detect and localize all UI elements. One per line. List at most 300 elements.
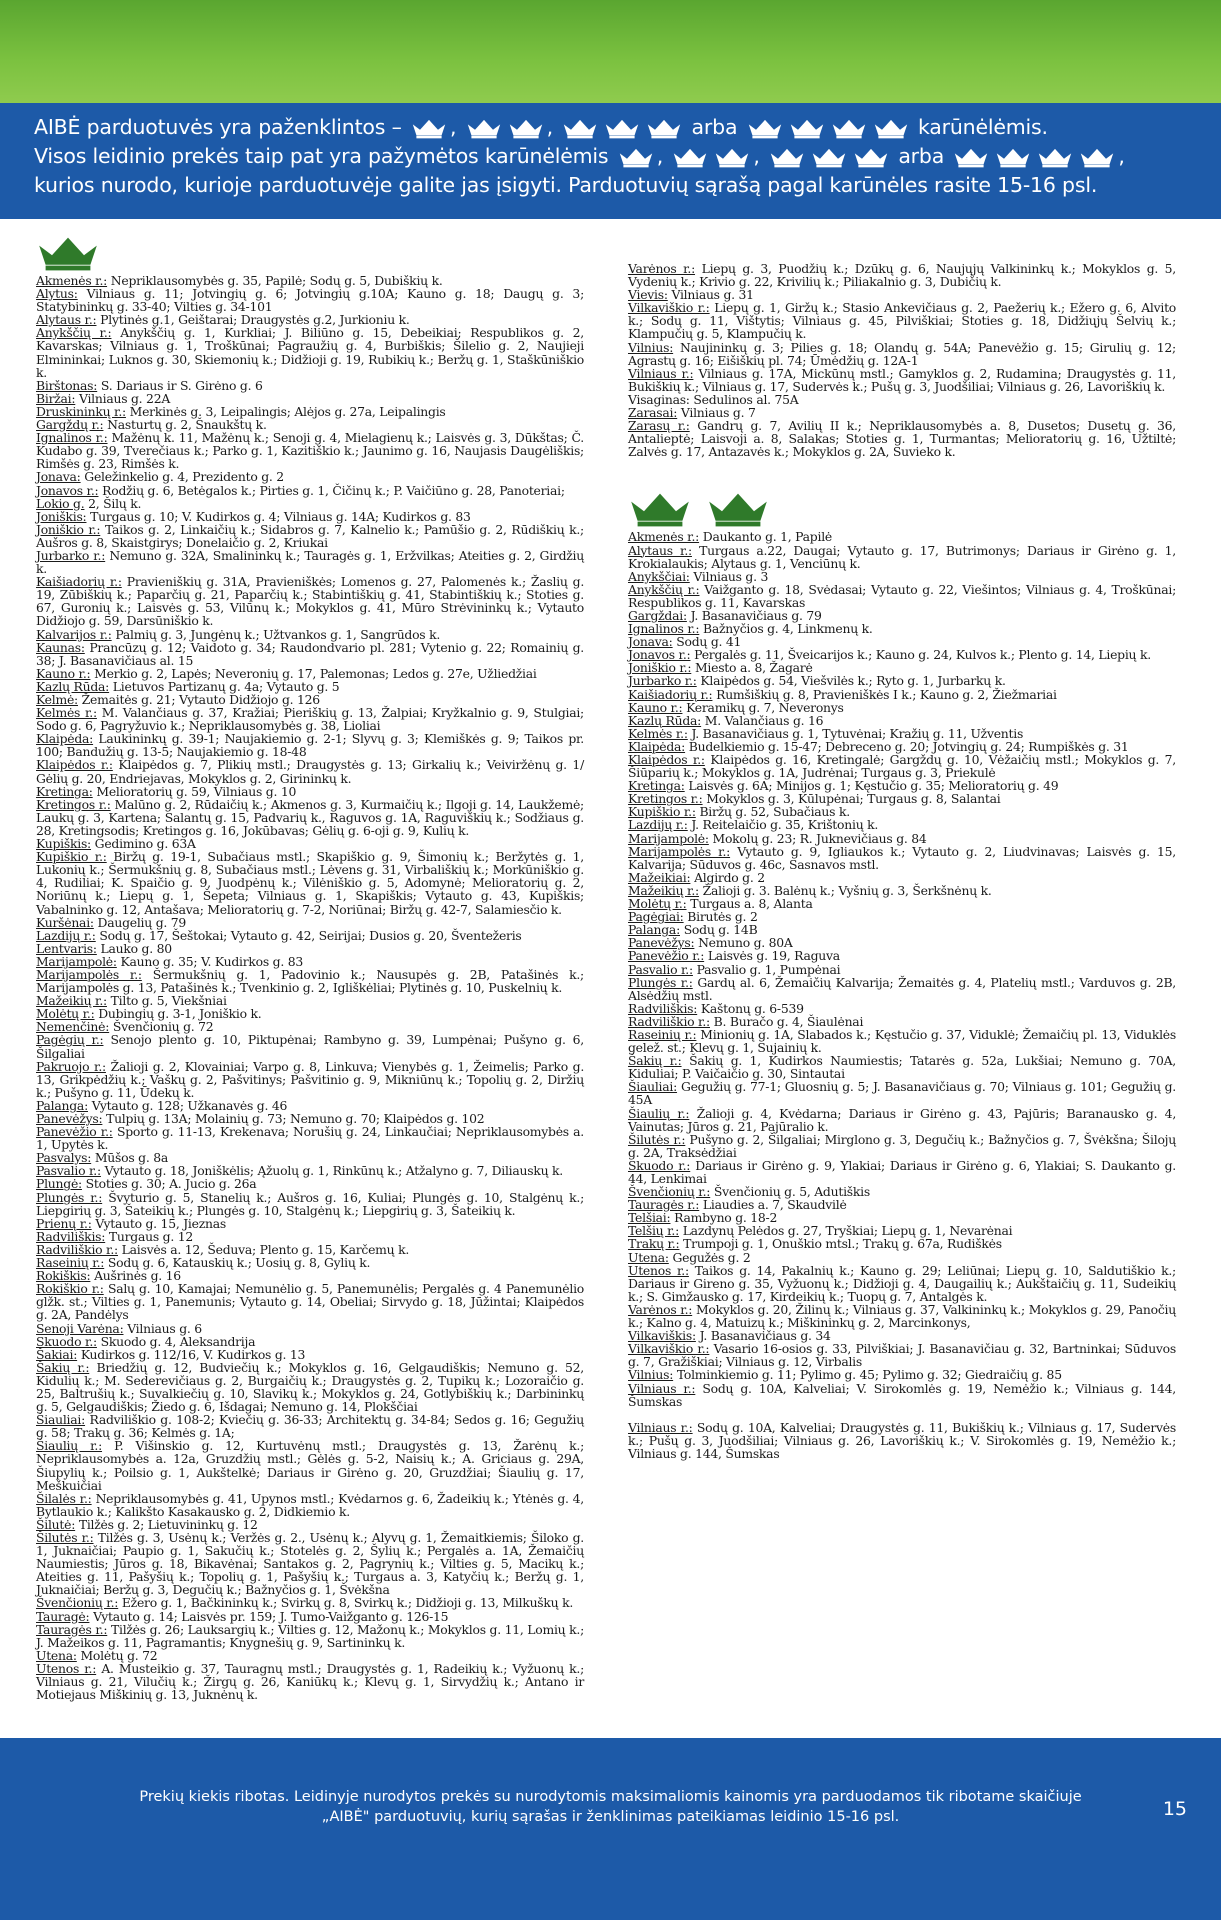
- address-text: Gardų al. 6, Žemaičių Kalvarija; Žemaitės g. 4, Platelių mstl.; Varduvos g. 2B, Alsėdžių mstl.: [628, 974, 1177, 1003]
- list-item: [36, 758, 584, 784]
- header-text: ,: [656, 144, 670, 168]
- crown-group-3: [766, 146, 892, 168]
- location-name: Joniškio r.:: [36, 521, 101, 537]
- address-text: Vasario 16-osios g. 33, Pilviškiai; J. Basanavičiau g. 32, Bartninkai; Sūduvos g. 7, Gražiškiai; Vilniaus g. 12, Virbalis: [628, 1341, 1176, 1370]
- location-name: Utena:: [36, 1647, 77, 1663]
- address-text: Mažėnų k. 11, Mažėnų k.; Senoji g. 4, Mielagienų k.; Laisvės g. 3, Dūkštas; Č. Kudabo g. 39, Tverečiaus k.; Parko g. 1, Kazitiškio k.; Jaunimo g. 16, Naujasis Daugėliškis; Rimšės g. 23, Rimšės k.: [36, 430, 584, 472]
- address-text: Prancūzų g. 12; Vaidoto g. 34; Raudondvario pl. 281; Vytenio g. 22; Romainių g. 38; J. Basanavičiaus al. 15: [36, 639, 584, 668]
- address-text: Ežero g. 1, Bačkininkų k.; Svirkų g. 8, Svirkų k.; Didžioji g. 13, Milkuškų k.: [118, 1595, 574, 1611]
- location-name: Pagėgiai:: [628, 909, 684, 925]
- address-text: Taikos g. 2, Linkaičių k.; Sidabros g. 7, Kalnelio k.; Pamūšio g. 2, Rūdiškių k.; Aušros g. 8, Skaistgirys; Donelaičio g. 2, Kriukai: [36, 521, 584, 550]
- address-text: Daukanto g. 1, Papilė: [699, 529, 832, 545]
- list-item: [36, 1125, 584, 1151]
- address-text: Tolminkiemio g. 11; Pylimo g. 45; Pylimo g. 32; Giedraičių g. 85: [673, 1367, 1062, 1383]
- location-name: Molėtų r.:: [36, 1006, 95, 1022]
- address-text: Sodų g. 14B: [680, 922, 758, 938]
- page-number: 15: [1162, 1798, 1187, 1820]
- location-name: Šakių r.:: [628, 1053, 682, 1069]
- list-item: [36, 575, 584, 627]
- crown-icon: [714, 146, 750, 168]
- list-item: [628, 753, 1176, 779]
- location-name: Utenos r.:: [628, 1262, 689, 1278]
- crown-icon: [618, 146, 654, 168]
- location-name: Radviliškis:: [628, 1000, 698, 1016]
- list-item: [36, 641, 584, 667]
- location-name: Vilkaviškio r.:: [628, 300, 710, 316]
- crown-icon: [995, 146, 1031, 168]
- crown-group-2: [669, 146, 753, 168]
- location-name: Lazdijų r.:: [36, 927, 96, 943]
- location-name: Tauragės r.:: [628, 1197, 700, 1213]
- list-item: [628, 583, 1176, 609]
- address-text: Kauno g. 35; V. Kudirkos g. 83: [116, 953, 303, 969]
- location-name: Birštonas:: [36, 377, 98, 393]
- location-name: Akmenės r.:: [36, 273, 108, 288]
- two-crown-entries: [628, 530, 1176, 1460]
- location-name: Utenos r.:: [36, 1660, 97, 1676]
- list-item: [36, 1191, 584, 1217]
- location-name: Senoji Varėna:: [36, 1320, 124, 1336]
- location-name: Tauragė:: [36, 1608, 90, 1624]
- address-text: Žalioji g. 2, Klovainiai; Varpo g. 8, Linkuva; Vienybės g. 1, Žeimelis; Parko g. 13, Grikpėdžių k.; Vaškų g. 2, Pašvitinys; Pašvitinio g. 9, Mikniūnų k.; Topolių g. 2, Diržių k.; Pušyno g. 11, Ūdekų k.: [36, 1058, 585, 1100]
- address-text: Malūno g. 2, Rūdaičių k.; Akmenos g. 3, Kurmaičių k.; Ilgoji g. 14, Laukžemė; Laukų g. 3, Kartena; Salantų g. 15, Padvarių k., Raguvos g. 1A, Raguviškių k.; Sodžiaus g. 28, Kretingsodis; Kretingos g. 16, Jokūbavas; Gėlių g. 6-oji g. 9, Kulių k.: [36, 796, 584, 838]
- address-text: Trumpoji g. 1, Onuškio mtsl.; Trakų g. 67a, Rudiškės: [679, 1236, 1002, 1252]
- list-item: [628, 1054, 1176, 1080]
- address-text: Turgaus a. 8, Alanta: [686, 896, 813, 912]
- location-name: Plungės r.:: [628, 974, 693, 990]
- list-item: [36, 1361, 584, 1413]
- location-name: Kazlų Rūda:: [628, 712, 702, 728]
- crown-icon: [789, 117, 825, 139]
- two-crown-heading: [628, 488, 1176, 528]
- location-name: Lokio g.: [36, 495, 85, 511]
- location-name: Kupiškio r.:: [628, 804, 696, 820]
- crown-icon: [953, 146, 989, 168]
- location-name: Kaunas:: [36, 639, 85, 655]
- location-name: Jonava:: [628, 634, 673, 650]
- address-text: Visaginas: Sedulinos al. 75A: [628, 391, 799, 407]
- location-name: Kuršėnai:: [36, 914, 94, 930]
- address-text: Klaipėdos g. 54, Viešvilės k.; Ryto g. 1, Jurbarkų k.: [696, 673, 1006, 689]
- list-item: [628, 1264, 1176, 1303]
- address-text: Sodų g. 10A, Kalveliai; Draugystės g. 11, Bukiškių k.; Vilniaus g. 17, Sudervės k.; Pušų g. 3, Juodšiliai; Vilniaus g. 26, Lavoriškių k.; V. Sirokomlės g. 19, Nemėžio k.; Vilniaus g. 144, Šumskas: [628, 1419, 1176, 1461]
- two-crown-store-list: [628, 488, 1176, 1460]
- header-text: kurios nurodo, kurioje parduotuvėje galite jas įsigyti. Parduotuvių sąrašą pagal karūnėles rasite 15-16 psl.: [34, 173, 1098, 197]
- list-item: [628, 1382, 1176, 1408]
- list-item: [628, 367, 1176, 393]
- address-text: Vytauto g. 9, Igliaukos k.; Vytauto g. 2, Liudvinavas; Laisvės g. 15, Kalvarija; Sūduvos g. 46c, Sasnavos mstl.: [628, 843, 1176, 872]
- crown-icon: [953, 146, 989, 168]
- address-text: 2, Šilų k.: [84, 495, 142, 511]
- address-text: Turgaus a.22, Daugai; Vytauto g. 17, Butrimonys; Dariaus ir Girėno g. 1, Krokialaukis; Alytaus g. 1, Venciūnų k.: [628, 542, 1176, 571]
- location-name: Druskininkų r.:: [36, 403, 126, 419]
- location-name: Prienų r.:: [36, 1215, 92, 1231]
- address-text: Minionių g. 1A, Slabados k.; Kęstučio g. 37, Viduklė; Žemaičių pl. 13, Viduklės gelež. st.; Klevų g. 1, Sujainių k.: [628, 1026, 1176, 1056]
- list-item: [36, 287, 584, 313]
- location-name: Vilnius:: [628, 1367, 674, 1383]
- address-text: Švyturio g. 5, Stanelių k.; Aušros g. 16, Kuliai; Plungės g. 10, Stalgėnų k.; Liepgirių g. 3, Šateikių k.; Plungės g. 10, Stalgėnų k.; Liepgirių g. 3, Šateikių k.: [36, 1189, 584, 1218]
- location-name: Jurbarko r.:: [36, 547, 106, 563]
- address-text: Anykščių g. 1, Kurkliai; J. Biliūno g. 15, Debeikiai; Respublikos g. 2, Kavarskas; Vilniaus g. 1, Troškūnai; Pagraužių g. 4, Burbiškis; Šilelio g. 2, Naujieji Elmininkai; Luknos g. 30, Skiemonių k.; Didžioji g. 19, Rubikių k.; Beržų g. 1, Staškūniškio k.: [36, 325, 584, 380]
- location-name: Skuodo r.:: [36, 1333, 97, 1349]
- address-text: Vytauto g. 15, Jieznas: [91, 1215, 226, 1231]
- location-name: Gargždai:: [628, 607, 687, 623]
- crown-icon: [747, 117, 783, 139]
- list-item: [628, 1107, 1176, 1133]
- address-text: Gegužės g. 2: [668, 1249, 751, 1265]
- crown-icon: [562, 117, 598, 139]
- location-name: Marijampolė:: [36, 953, 117, 969]
- crown-icon: [769, 146, 805, 168]
- address-text: Pravieniškių g. 31A, Pravieniškės; Lomenos g. 27, Palomenės k.; Žaslių g. 19, Zūbiškių k.; Paparčių g. 21, Paparčių k.; Stabintiškių g. 41, Stabintiškių k.; Stoties g. 67, Guronių k.; Laisvės g. 53, Vilūnų k.; Mokyklos g. 41, Mūro Strėvininkų k.; Vytauto Didžiojo g. 59, Darsūniškio k.: [36, 574, 585, 629]
- location-name: Lentvaris:: [36, 940, 97, 956]
- list-item: [36, 968, 584, 994]
- one-crown-entries-continued: [628, 262, 1176, 458]
- address-text: Mokyklos g. 3, Kūlupėnai; Turgaus g. 8, Salantai: [702, 791, 1001, 807]
- location-name: Alytus:: [36, 286, 78, 302]
- address-text: Sodų g. 41: [672, 634, 742, 650]
- address-text: Vilniaus g. 31: [667, 287, 754, 303]
- list-item: [36, 1282, 584, 1321]
- address-text: Laisvės a. 12, Šeduva; Plento g. 15, Karčemų k.: [117, 1241, 410, 1257]
- location-name: Jonava:: [36, 469, 81, 485]
- address-text: Naujininkų g. 3; Pilies g. 18; Olandų g. 54A; Panevėžio g. 15; Girulių g. 12; Agrastų g. 16; Eišiškių pl. 74; Ūmėdžių g. 12A-1: [628, 339, 1176, 368]
- address-text: Gandrų g. 7, Avilių II k.; Nepriklausomybės a. 8, Dusetos; Dusetų g. 36, Antalieptė; Laisvoji a. 8, Salakas; Stoties g. 1, Turmantas; Melioratorių g. 16, Užtiltė; Zalvės g. 17, Antazavės k.; Mokyklos g. 2A, Suvieko k.: [628, 418, 1176, 460]
- location-name: Palanga:: [36, 1097, 88, 1113]
- address-text: Kudirkos g. 112/16, V. Kudirkos g. 13: [77, 1346, 306, 1362]
- location-name: Marijampolė:: [628, 830, 709, 846]
- address-text: Vilniaus g. 22A: [75, 390, 171, 406]
- location-name: Šakiai:: [36, 1346, 78, 1362]
- location-name: Skuodo r.:: [628, 1157, 691, 1173]
- address-text: Tilžės g. 26; Lauksargių k.; Vilties g. 12, Mažonų k.; Mokyklos g. 11, Lomių k.; J. Mažeikos g. 11, Pagramantis; Knygnešių g. 9, Sartininkų k.: [36, 1621, 584, 1650]
- address-text: S. Dariaus ir S. Girėno g. 6: [97, 377, 263, 393]
- address-text: Gegužių g. 77-1; Gluosnių g. 5; J. Basanavičiaus g. 70; Vilniaus g. 101; Gegužių g. 45A: [628, 1079, 1176, 1108]
- list-item: [36, 1033, 584, 1059]
- crown-icon: [411, 117, 447, 139]
- location-name: Telšių r.:: [628, 1223, 680, 1239]
- address-text: Sodų g. 6, Katauskių k.; Uosių g. 8, Gylių k.: [104, 1255, 371, 1271]
- crown-group-1: [615, 146, 657, 168]
- list-item: [628, 1342, 1176, 1368]
- location-name: Rokiškis:: [36, 1268, 91, 1284]
- location-name: Panevėžys:: [36, 1111, 103, 1126]
- location-name: Ignalinos r.:: [36, 430, 108, 446]
- header-text: ,: [546, 115, 560, 139]
- crown-icon: [411, 117, 447, 139]
- location-name: Kretingos r.:: [628, 791, 703, 807]
- crown-icon: [873, 117, 909, 139]
- header-text: ,: [753, 144, 766, 168]
- location-name: Anykščių r.:: [628, 581, 700, 597]
- crown-icon: [811, 146, 847, 168]
- header-text: ,: [449, 115, 463, 139]
- address-text: Aušrinės g. 16: [90, 1268, 181, 1284]
- address-text: M. Valančiaus g. 37, Kražiai; Pieriškių g. 13, Žalpiai; Kryžkalnio g. 9, Stulgiai; Sodo g. 6, Pagryžuvio k.; Nepriklausomybės g. 38, Lioliai: [36, 705, 584, 734]
- address-text: Keramikų g. 7, Neveronys: [682, 699, 844, 715]
- location-name: Rokiškio r.:: [36, 1281, 104, 1297]
- crown-icon: [646, 117, 682, 139]
- location-name: Tauragės r.:: [36, 1621, 108, 1637]
- location-name: Šakių r.:: [36, 1359, 90, 1375]
- address-text: Vilniaus g. 6: [123, 1320, 202, 1336]
- crown-group-2: [463, 117, 547, 139]
- location-name: Klaipėdos r.:: [36, 757, 113, 773]
- address-text: Vilniaus g. 11; Jotvingių g. 6; Jotvingių g.10A; Kauno g. 18; Daugų g. 3; Statybininkų g. 33-40; Vilties g. 34-101: [36, 286, 584, 315]
- location-name: Pasvalio r.:: [36, 1163, 101, 1179]
- crown-icon: [706, 488, 770, 528]
- address-text: Geležinkelio g. 4, Prezidento g. 2: [80, 469, 284, 485]
- list-item: [628, 301, 1176, 340]
- address-text: Miesto a. 8, Žagarė: [691, 660, 813, 676]
- location-name: Alytaus r.:: [36, 312, 97, 328]
- location-name: Trakų r.:: [628, 1236, 680, 1252]
- crown-icon: [831, 117, 867, 139]
- location-name: Jonavos r.:: [36, 482, 99, 498]
- address-text: Vilniaus g. 17A, Mickūnų mstl.; Gamyklos g. 2, Rudamina; Draugystės g. 11, Bukiškių k.; Vilniaus g. 17, Sudervės k.; Pušų g. 3, Juodšiliai; Vilniaus g. 26, Lavoriškių k.: [628, 365, 1176, 394]
- crown-group-4: [744, 117, 912, 139]
- location-name: Kaišiadorių r.:: [628, 686, 713, 702]
- location-name: Pasvalio r.:: [628, 961, 693, 977]
- address-text: Sodų g. 10A, Kalveliai; V. Sirokomlės g. 19, Nemėžio k.; Vilniaus g. 144, Šumskas: [628, 1380, 1176, 1409]
- header-text: arba: [685, 115, 744, 139]
- location-name: Klaipėda:: [36, 731, 94, 747]
- location-name: Marijampolės r.:: [628, 843, 731, 859]
- address-text: Plytinės g.1, Geištarai; Draugystės g.2, Jurkioniu k.: [96, 312, 410, 328]
- address-text: Molėtų g. 72: [76, 1647, 158, 1663]
- address-text: Biržų g. 19-1, Subačiaus mstl.; Skapiškio g. 9, Šimonių k.; Beržytės g. 1, Lukonių k.; Šermukšnių g. 8, Subačiaus mstl.; Lėvens g. 31, Virbališkių k.; Morkūniškio g. 4, Rudiliai; K. Spaičio g. 9, Juodpėnų k.; Vilėniškio g. 5, Adomynė; Melioratorių g. 2, Noriūnų k.; Liepų g. 1, Šepeta; Vilniaus g. 1, Skapiškis; Vytauto g. 43, Kupiškis; Vabalninko g. 12, Antašava; Melioratorių g. 7-2, Noriūnai; Biržų g. 42-7, Salamiesčio k.: [36, 849, 584, 917]
- header-line-2: [34, 142, 1187, 171]
- location-name: Švenčionių r.:: [36, 1595, 119, 1611]
- list-item: [36, 1531, 584, 1596]
- location-name: Klaipėda:: [628, 738, 686, 754]
- location-name: Pagėgių r.:: [36, 1032, 104, 1048]
- address-text: Salų g. 10, Kamajai; Nemunėlio g. 5, Panemunėlis; Pergalės g. 4 Panemunėlio glžk. st.; Vilties g. 1, Panemunis; Vytauto g. 14, Obeliai; Sirvydo g. 18, Jūžintai; Klaipėdos g. 2A, Pandėlys: [36, 1281, 584, 1323]
- address-text: Stoties g. 30; A. Jucio g. 26a: [81, 1176, 257, 1192]
- location-name: Kretinga:: [36, 783, 93, 799]
- location-name: Kauno r.:: [628, 699, 683, 715]
- address-text: Nemuno g. 80A: [694, 935, 793, 951]
- address-text: Klaipėdos g. 16, Kretingalė; Gargždų g. 10, Vėžaičių mstl.; Mokyklos g. 7, Šiūparių k.; Mokyklos g. 1A, Judrėnai; Turgaus g. 3, Priekulė: [628, 752, 1176, 781]
- address-text: Tilžės g. 3, Usėnų k.; Veržės g. 2., Usėnų k.; Alyvų g. 1, Žemaitkiemis; Šiloko g. 1, Juknaičiai; Paupio g. 1, Sakučių k.; Stotelės g. 2, Šylių k.; Pergalės a. 1A, Žemaičių Naumiestis; Jūros g. 18, Bikavėnai; Santakos g. 2, Pagrynių k.; Vilties g. 5, Macikų k.; Ateities g. 11, Pašyšių k.; Topolių g. 1, Pašyšių k.; Turgaus a. 3, Katyčių k.; Beržų g. 1, Juknaičiai; Beržų g. 3, Degučių k.; Bažnyčios g. 1, Švėkšna: [36, 1530, 584, 1598]
- crown-icon: [672, 146, 708, 168]
- address-text: Sporto g. 11-13, Krekenava; Norušių g. 24, Linkaučiai; Nepriklausomybės a. 1, Upytės k.: [36, 1124, 584, 1153]
- list-item: [628, 419, 1176, 458]
- address-text: Mokyklos g. 20, Žilinų k.; Vilniaus g. 37, Valkininkų k.; Mokyklos g. 29, Panočių k.; Kalno g. 4, Matuizų k.; Miškininkų g. 2, Marcinkonys,: [628, 1301, 1176, 1331]
- address-text: Budelkiemio g. 15-47; Debreceno g. 20; Jotvingių g. 24; Rumpiškės g. 31: [685, 738, 1129, 754]
- list-item: [628, 976, 1176, 1002]
- address-text: Vytauto g. 18, Joniškėlis; Ąžuolų g. 1, Rinkūnų k.; Atžalyno g. 7, Diliauskų k.: [100, 1163, 563, 1179]
- address-text: Pasvalio g. 1, Pumpėnai: [692, 961, 841, 977]
- address-text: Merkinės g. 3, Leipalingis; Alėjos g. 27a, Leipalingis: [125, 403, 446, 419]
- location-name: Kazlų Rūda:: [36, 678, 110, 694]
- location-name: Mažeikių r.:: [628, 882, 699, 898]
- location-name: Joniškis:: [36, 508, 87, 524]
- list-item: [628, 1303, 1176, 1329]
- location-name: Vilniaus r.:: [628, 1380, 696, 1396]
- location-name: Zarasai:: [628, 405, 678, 421]
- location-name: Anykščių r.:: [36, 325, 112, 341]
- address-text: Lietuvos Partizanų g. 4a; Vytauto g. 5: [109, 678, 340, 694]
- address-text: Skuodo g. 4, Aleksandrija: [96, 1333, 256, 1349]
- address-text: Mūšos g. 8a: [91, 1150, 168, 1166]
- address-text: Žalioji g. 4, Kvėdarna; Dariaus ir Girėno g. 43, Pajūris; Baranausko g. 4, Vainutas; Jūros g. 21, Pajūralio k.: [628, 1105, 1177, 1134]
- header-text: ,: [1118, 144, 1125, 168]
- address-text: Pergalės g. 11, Šveicarijos k.; Kauno g. 24, Kulvos k.; Plento g. 14, Liepių k.: [690, 647, 1151, 663]
- location-name: Mažeikiai:: [628, 869, 691, 885]
- crown-icon: [769, 146, 805, 168]
- list-item: [36, 1492, 584, 1518]
- address-text: Dariaus ir Girėno g. 9, Ylakiai; Dariaus ir Girėno g. 6, Ylakiai; S. Daukanto g. 44, Lenkimai: [628, 1157, 1176, 1186]
- address-text: Vytauto g. 128; Užkanavės g. 46: [88, 1097, 288, 1113]
- list-item: [36, 1623, 584, 1649]
- list-item: [628, 1133, 1176, 1159]
- header-text: Visos leidinio prekės taip pat yra pažymėtos karūnėlėmis: [34, 144, 615, 168]
- location-name: Kretingos r.:: [36, 796, 111, 812]
- address-text: M. Valančiaus g. 16: [701, 712, 824, 728]
- address-text: Senojo plento g. 10, Piktupėnai; Rambyno g. 39, Lumpėnai; Pušyno g. 6, Šilgaliai: [36, 1032, 584, 1061]
- crown-group-3: [559, 117, 685, 139]
- crown-icon: [789, 117, 825, 139]
- location-name: Kelmė:: [36, 692, 78, 707]
- address-text: Nemuno g. 32A, Smalininkų k.; Tauragės g. 1, Eržvilkas; Ateities g. 2, Girdžių k.: [36, 547, 584, 577]
- address-text: Nepriklausomybės g. 41, Upynos mstl.; Kvėdarnos g. 6, Žadeikių k.; Ytėnės g. 4, Bytlaukio k.; Kalikšto Kasakausko g. 2, Didkiemio k.: [36, 1490, 584, 1519]
- list-item: [36, 431, 584, 470]
- list-item: [36, 798, 584, 837]
- location-name: Biržai:: [36, 390, 76, 406]
- location-name: Vievis:: [628, 287, 668, 303]
- crown-icon: [628, 488, 692, 528]
- location-name: Marijampolės r.:: [36, 966, 142, 982]
- address-text: Šermukšnių g. 1, Padovinio k.; Nausupės g. 2B, Patašinės k.; Marijampolės g. 13, Patašinės k.; Tvenkinio g. 2, Igliškėliai; Plytinės g. 10, Puskelnių k.: [36, 966, 584, 996]
- address-text: Taikos g. 14, Pakalnių k.; Kauno g. 29; Leliūnai; Liepų g. 10, Saldutiškio k.; Dariaus ir Gireno g. 35, Vyžuonų k.; Didžioji g. 4, Daugailių k.; Aukštaičių g. 11, Sudeikių k.; S. Gimžausko g. 17, Kirdeikių k.; Tuopų g. 7, Antalgės k.: [628, 1262, 1176, 1304]
- location-name: Kretinga:: [628, 778, 685, 794]
- location-name: Plungės r.:: [36, 1189, 103, 1205]
- location-name: Anykščiai:: [628, 568, 690, 584]
- address-text: J. Basanavičiaus g. 1, Tytuvėnai; Kražių g. 11, Užventis: [687, 725, 1024, 741]
- location-name: Jurbarko r.:: [628, 673, 697, 689]
- location-name: Lazdijų r.:: [628, 817, 688, 833]
- footer-banner: [0, 1738, 1221, 1920]
- location-name: Panevėžio r.:: [36, 1124, 113, 1140]
- location-name: Vilniaus r.:: [628, 365, 694, 381]
- list-item: [36, 706, 584, 732]
- crown-icon: [36, 232, 100, 272]
- header-text: arba: [892, 144, 951, 168]
- address-text: Algirdo g. 2: [690, 869, 765, 885]
- address-text: Nasturtų g. 2, Šnaukštų k.: [103, 417, 267, 433]
- location-name: Akmenės r.:: [628, 529, 700, 545]
- crown-icon: [873, 117, 909, 139]
- address-text: Liepų g. 1, Giržų k.; Stasio Ankevičiaus g. 2, Paežerių k.; Ežero g. 6, Alvito k.; Sodų g. 11, Vištytis; Vilniaus g. 45, Pilviškiai; Stoties g. 18, Didžiųjų Šelvių k.; Klampučių g. 5, Klampučių k.: [628, 300, 1177, 342]
- footer-note-line: „AIBĖ" parduotuvių, kurių sąrašas ir ženklinimas pateikiamas leidinio 15-16 psl.: [321, 1809, 900, 1825]
- location-name: Plungė:: [36, 1176, 82, 1192]
- location-name: Šilutės r.:: [36, 1530, 94, 1545]
- address-text: A. Musteikio g. 37, Tauragnų mstl.; Draugystės g. 1, Radeikių k.; Vyžuonų k.; Vilniaus g. 21, Vilučių k.; Žirgų g. 26, Kaniūkų k.; Klevų g. 1, Sirvydžių k.; Antano ir Motiejaus Miškinių g. 13, Juknėnų k.: [36, 1660, 584, 1703]
- list-item: [36, 850, 584, 915]
- location-name: Panevėžys:: [628, 935, 695, 951]
- crown-icon: [562, 117, 598, 139]
- location-name: Kupiškio r.:: [36, 849, 107, 865]
- location-name: Šilutė:: [36, 1516, 76, 1532]
- crown-icon: [714, 146, 750, 168]
- address-text: Klaipėdos g. 7, Plikių mstl.; Draugystės g. 13; Girkalių k.; Veiviržėnų g. 1/ Gėlių g. 20, Endriejavas, Mokyklos g. 2, Girininkų k.: [36, 757, 584, 786]
- crown-icon: [466, 117, 502, 139]
- one-crown-entries: [36, 274, 584, 1701]
- address-text: Radviliškio g. 108-2; Kviečių g. 36-33; Architektų g. 34-84; Sedos g. 16; Gegužių g. 58; Trakų g. 36; Kelmės g. 1A;: [36, 1412, 584, 1441]
- address-text: Mokolų g. 23; R. Juknevičiaus g. 84: [708, 830, 927, 846]
- location-name: Pakruojo r.:: [36, 1058, 106, 1074]
- crown-icon: [508, 117, 544, 139]
- crown-icon: [672, 146, 708, 168]
- crown-icon: [1037, 146, 1073, 168]
- right-column: [628, 262, 1176, 1460]
- location-name: Vilkaviškis:: [628, 1328, 696, 1344]
- address-text: P. Višinskio g. 12, Kurtuvėnų mstl.; Draugystės g. 13, Žarėnų k.; Nepriklausomybės a. 12a, Gruzdžių mstl.; Gėlės g. 5-2, Naisių k.; A. Griciaus g. 29A, Šiupylių k.; Poilsio g. 1, Aukštelkė; Dariaus ir Girėno g. 20, Gruzdžiai; Šiaulių g. 17, Meškuičiai: [36, 1438, 584, 1493]
- address-text: Kaštonų g. 6-539: [697, 1000, 804, 1016]
- footer-note-line: Prekių kiekis ribotas. Leidinyje nurodytos prekės su nurodytomis maksimaliomis kainomis yra parduodamos tik ribotame skaičiuje: [139, 1789, 1082, 1805]
- address-text: Laukininkų g. 39-1; Naujakiemio g. 2-1; Slyvų g. 3; Klemiškės g. 9; Taikos pr. 100; Bandužių g. 13-5; Naujakiemio g. 18-48: [36, 731, 584, 760]
- location-name: Šilalės r.:: [36, 1490, 92, 1506]
- location-name: Jonavos r.:: [628, 647, 691, 663]
- list-item: [36, 732, 584, 758]
- location-name: Kelmės r.:: [628, 725, 688, 741]
- location-name: Ignalinos r.:: [628, 621, 700, 637]
- crown-icon: [995, 146, 1031, 168]
- location-name: Gargždų r.:: [36, 417, 104, 433]
- location-name: Alytaus r.:: [628, 542, 692, 558]
- location-name: Vilkaviškio r.:: [628, 1341, 710, 1357]
- location-name: Raseinių r.:: [628, 1026, 697, 1042]
- address-text: Vilniaus g. 7: [677, 405, 756, 421]
- location-name: Šiauliai:: [628, 1079, 678, 1095]
- crown-icon: [811, 146, 847, 168]
- address-text: Merkio g. 2, Lapės; Neveronių g. 17, Palemonas; Ledos g. 27e, Užliedžiai: [90, 665, 537, 681]
- address-text: Vytauto g. 14; Laisvės pr. 159; J. Tumo-Vaižganto g. 126-15: [89, 1608, 449, 1624]
- address-text: Birutės g. 2: [683, 909, 758, 925]
- address-text: Švenčionių g. 5, Adutiškis: [710, 1184, 870, 1200]
- address-text: Dubingių g. 3-1, Joniškio k.: [94, 1006, 262, 1022]
- crown-icon: [466, 117, 502, 139]
- header-banner: [0, 103, 1221, 219]
- location-name: Molėtų r.:: [628, 896, 687, 912]
- crown-icon: [508, 117, 544, 139]
- list-item: [36, 549, 584, 575]
- address-text: Lauko g. 80: [96, 940, 172, 956]
- location-name: Palanga:: [628, 922, 680, 938]
- list-item: [628, 341, 1176, 367]
- location-name: Kupiškis:: [36, 836, 91, 852]
- address-text: Šakių g. 1, Kudirkos Naumiestis; Tatarės g. 52a, Lukšiai; Nemuno g. 70A, Kiduliai; P. Vaičaičio g. 30, Sintautai: [628, 1053, 1176, 1082]
- crown-icon: [831, 117, 867, 139]
- location-name: Panevėžio r.:: [628, 948, 705, 964]
- top-green-band: [0, 0, 1221, 103]
- list-item: [36, 1060, 584, 1099]
- address-text: Pušyno g. 2, Šilgaliai; Mirglono g. 3, Degučių k.; Bažnyčios g. 7, Švėkšna; Šilojų g. 2A, Traksėdžiai: [628, 1131, 1176, 1160]
- location-name: Šiauliai:: [36, 1412, 86, 1428]
- list-item: [36, 523, 584, 549]
- location-name: Pasvalys:: [36, 1150, 92, 1166]
- address-text: J. Basanavičiaus g. 34: [695, 1328, 831, 1344]
- address-text: Biržų g. 52, Subačiaus k.: [695, 804, 850, 820]
- header-text: AIBĖ parduotuvės yra paženklintos –: [34, 115, 408, 139]
- location-name: Varėnos r.:: [628, 261, 696, 276]
- address-text: Rodžių g. 6, Betėgalos k.; Pirties g. 1, Čičinų k.; P. Vaičiūno g. 28, Panoteriai;: [98, 482, 565, 498]
- location-name: Kaišiadorių r.:: [36, 574, 122, 590]
- address-text: Žalioji g. 3. Balėnų k.; Vyšnių g. 3, Šerkšnėnų k.: [698, 882, 992, 898]
- address-text: Tilto g. 5, Viekšniai: [106, 993, 227, 1009]
- list-item: [628, 1159, 1176, 1185]
